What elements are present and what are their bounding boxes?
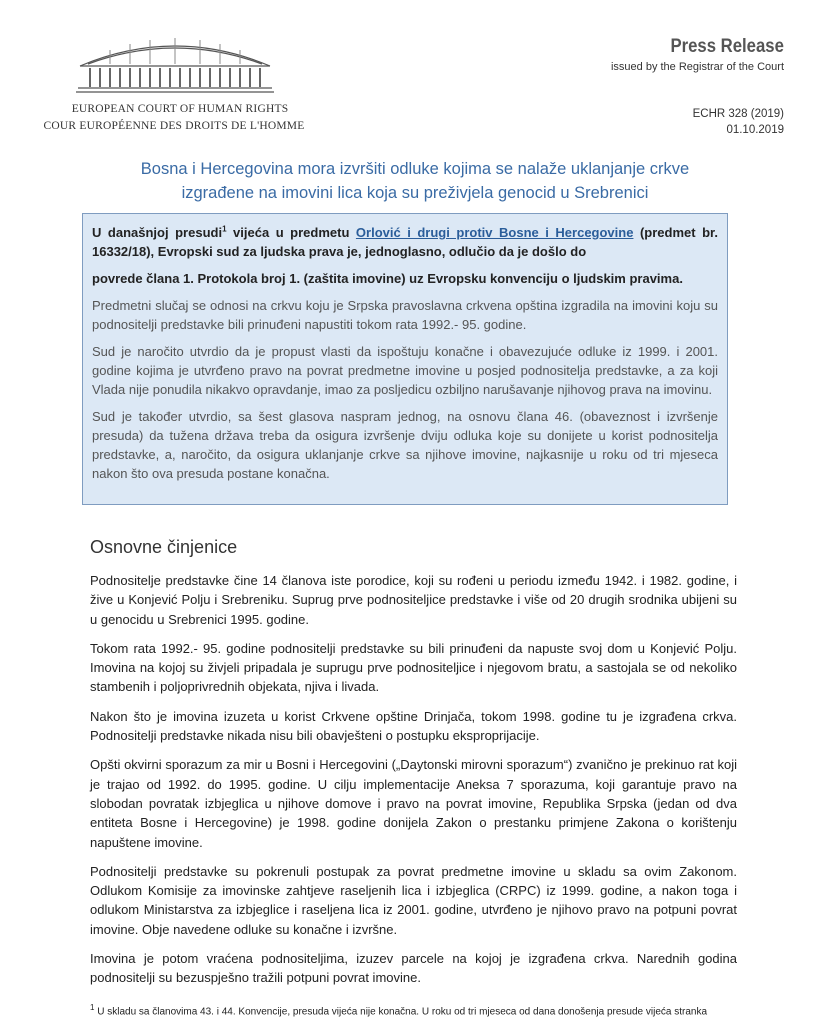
summary-box [82, 213, 728, 505]
summary-text: vijeća u predmetu [226, 225, 356, 240]
summary-paragraph-1 [92, 223, 718, 261]
body-paragraph: Imovina je potom vraćena podnositeljima, izuzev parcele na kojoj je izgrađena crkva. Narednih godina podnositelji su bezuspješno tražili potpuni povrat imovine. [90, 951, 737, 986]
release-reference: ECHR 328 (2019) [692, 108, 784, 120]
body-paragraph: Nakon što je imovina izuzeta u korist Crkvene opštine Drinjača, tokom 1998. godine tu je izgrađena crkva. Podnositelji predstavke nikada nisu bili obavješteni o postupku eksproprijacije. [90, 708, 737, 744]
summary-paragraph-2: povrede člana 1. Protokola broj 1. (zaštita imovine) uz Evropsku konvenciju o ljudskim pravima. [92, 271, 683, 286]
footnote-text: U skladu sa članovima 43. i 44. Konvencije, presuda vijeća nije konačna. U roku od tri mjeseca od dana donošenja presude vijeća stranka [94, 1006, 708, 1018]
footnote-number: 1 [90, 1003, 95, 1012]
court-name-en: EUROPEAN COURT OF HUMAN RIGHTS [71, 103, 289, 115]
summary-paragraph-5: Sud je također utvrdio, sa šest glasova naspram jednog, na osnovu člana 46. (obaveznost i izvršenje presuda) da tužena država treba da osigura izvršenje dviju odluka koje su donijete u korist podnositelja predstavke, a, naročito, da osigura uklanjanje crkve sa njihove imovine, najkasnije u roku od tri mjeseca nakon što ova presuda postane konačna. [92, 409, 718, 481]
press-release-title: Press Release [670, 36, 784, 57]
case-link-continued[interactable]: protiv Bosne i Hercegovine [449, 225, 634, 240]
body-text [90, 571, 737, 998]
court-logo [30, 30, 320, 140]
summary-paragraph-4: Sud je naročito utvrdio da je propust vlasti da ispoštuju konačne i obavezujuće odluke iz 1999. i 2001. godine kojima je utvrđeno pravo na povrat predmetne imovine u posjed podnositelja predstavke, a za koji Vlada nije ponudila nikakvo opravdanje, imao za posljedicu ozbiljno narušavanje njihovog prava na imovinu. [92, 344, 718, 397]
case-link[interactable]: Orlović i drugi [355, 225, 450, 240]
headline-line-2: izgrađene na imovini lica koja su preživjela genocid u Srebrenici [181, 184, 649, 202]
headline [60, 157, 770, 205]
summary-paragraph-3: Predmetni slučaj se odnosi na crkvu koju je Srpska pravoslavna crkvena opština izgradila na imovini koju su podnositelji predstavke bili prinuđeni napustiti tokom rata 1992.- 95. godine. [92, 298, 718, 332]
summary-text: U današnjoj presudi [92, 225, 223, 240]
issued-by: issued by the Registrar of the Court [610, 61, 784, 73]
footnote-marker[interactable]: 1 [222, 224, 227, 234]
court-name-fr: COUR EUROPÉENNE DES DROITS DE L'HOMME [43, 120, 305, 132]
release-date: 01.10.2019 [726, 124, 784, 136]
body-paragraph: Podnositelje predstavke čine 14 članova iste porodice, koji su rođeni u periodu između 1942. i 1982. godine, i žive u Konjević Polju i Srebreniku. Suprug prve podnositeljice predstavke i više od 20 drugih srodnika ubijeni su u genocidu u Srebrenici 1995. godine. [90, 573, 737, 627]
court-building-icon [70, 30, 280, 100]
summary-text: (predmet br. 16332/18), Evropski sud za ljudska prava je, jednoglasno, odlučio da je došlo do [92, 225, 719, 259]
body-paragraph: Opšti okvirni sporazum za mir u Bosni i Hercegovini („Daytonski mirovni sporazum“) zvanično je prekinuo rat koji je trajao od 1992. do 1995. godine. U cilju implementacije Aneksa 7 sporazuma, koji garantuje pravo na slobodan povratak izbjeglica u njihove domove i pravo na povrat imovine, Republika Srpska (jedan od dva entiteta Bosne i Hercegovine) je 1998. godine donijela Zakon o prestanku primjene Zakona o korištenju napuštene imovine. [90, 757, 737, 850]
body-paragraph: Tokom rata 1992.- 95. godine podnositelji predstavke su bili prinuđeni da napuste svoj dom u Konjević Polju. Imovina na kojoj su živjeli pripadala je suprugu prve podnositeljice i njegovom bratu, a sastojala se od nekoliko stambenih i poljoprivrednih objekata, njiva i livada. [90, 640, 737, 695]
section-title: Osnovne činjenice [90, 537, 238, 557]
footnote [90, 1003, 750, 1017]
body-paragraph: Podnositelji predstavke su pokrenuli postupak za povrat predmetne imovine u skladu sa ovim Zakonom. Odlukom Komisije za imovinske zahtjeve raseljenih lica i izbjeglica (CRPC) iz 1999. godine, a nakon toga i odlukom Ministarstva za izbjeglice i raseljena lica iz 2001. godine, utvrđeno je njihovo pravo na potpuni povrat imovine. Obje navedene odluke su konačne i izvršne. [90, 863, 737, 937]
headline-line-1: Bosna i Hercegovina mora izvršiti odluke kojima se nalaže uklanjanje crkve [140, 160, 690, 178]
